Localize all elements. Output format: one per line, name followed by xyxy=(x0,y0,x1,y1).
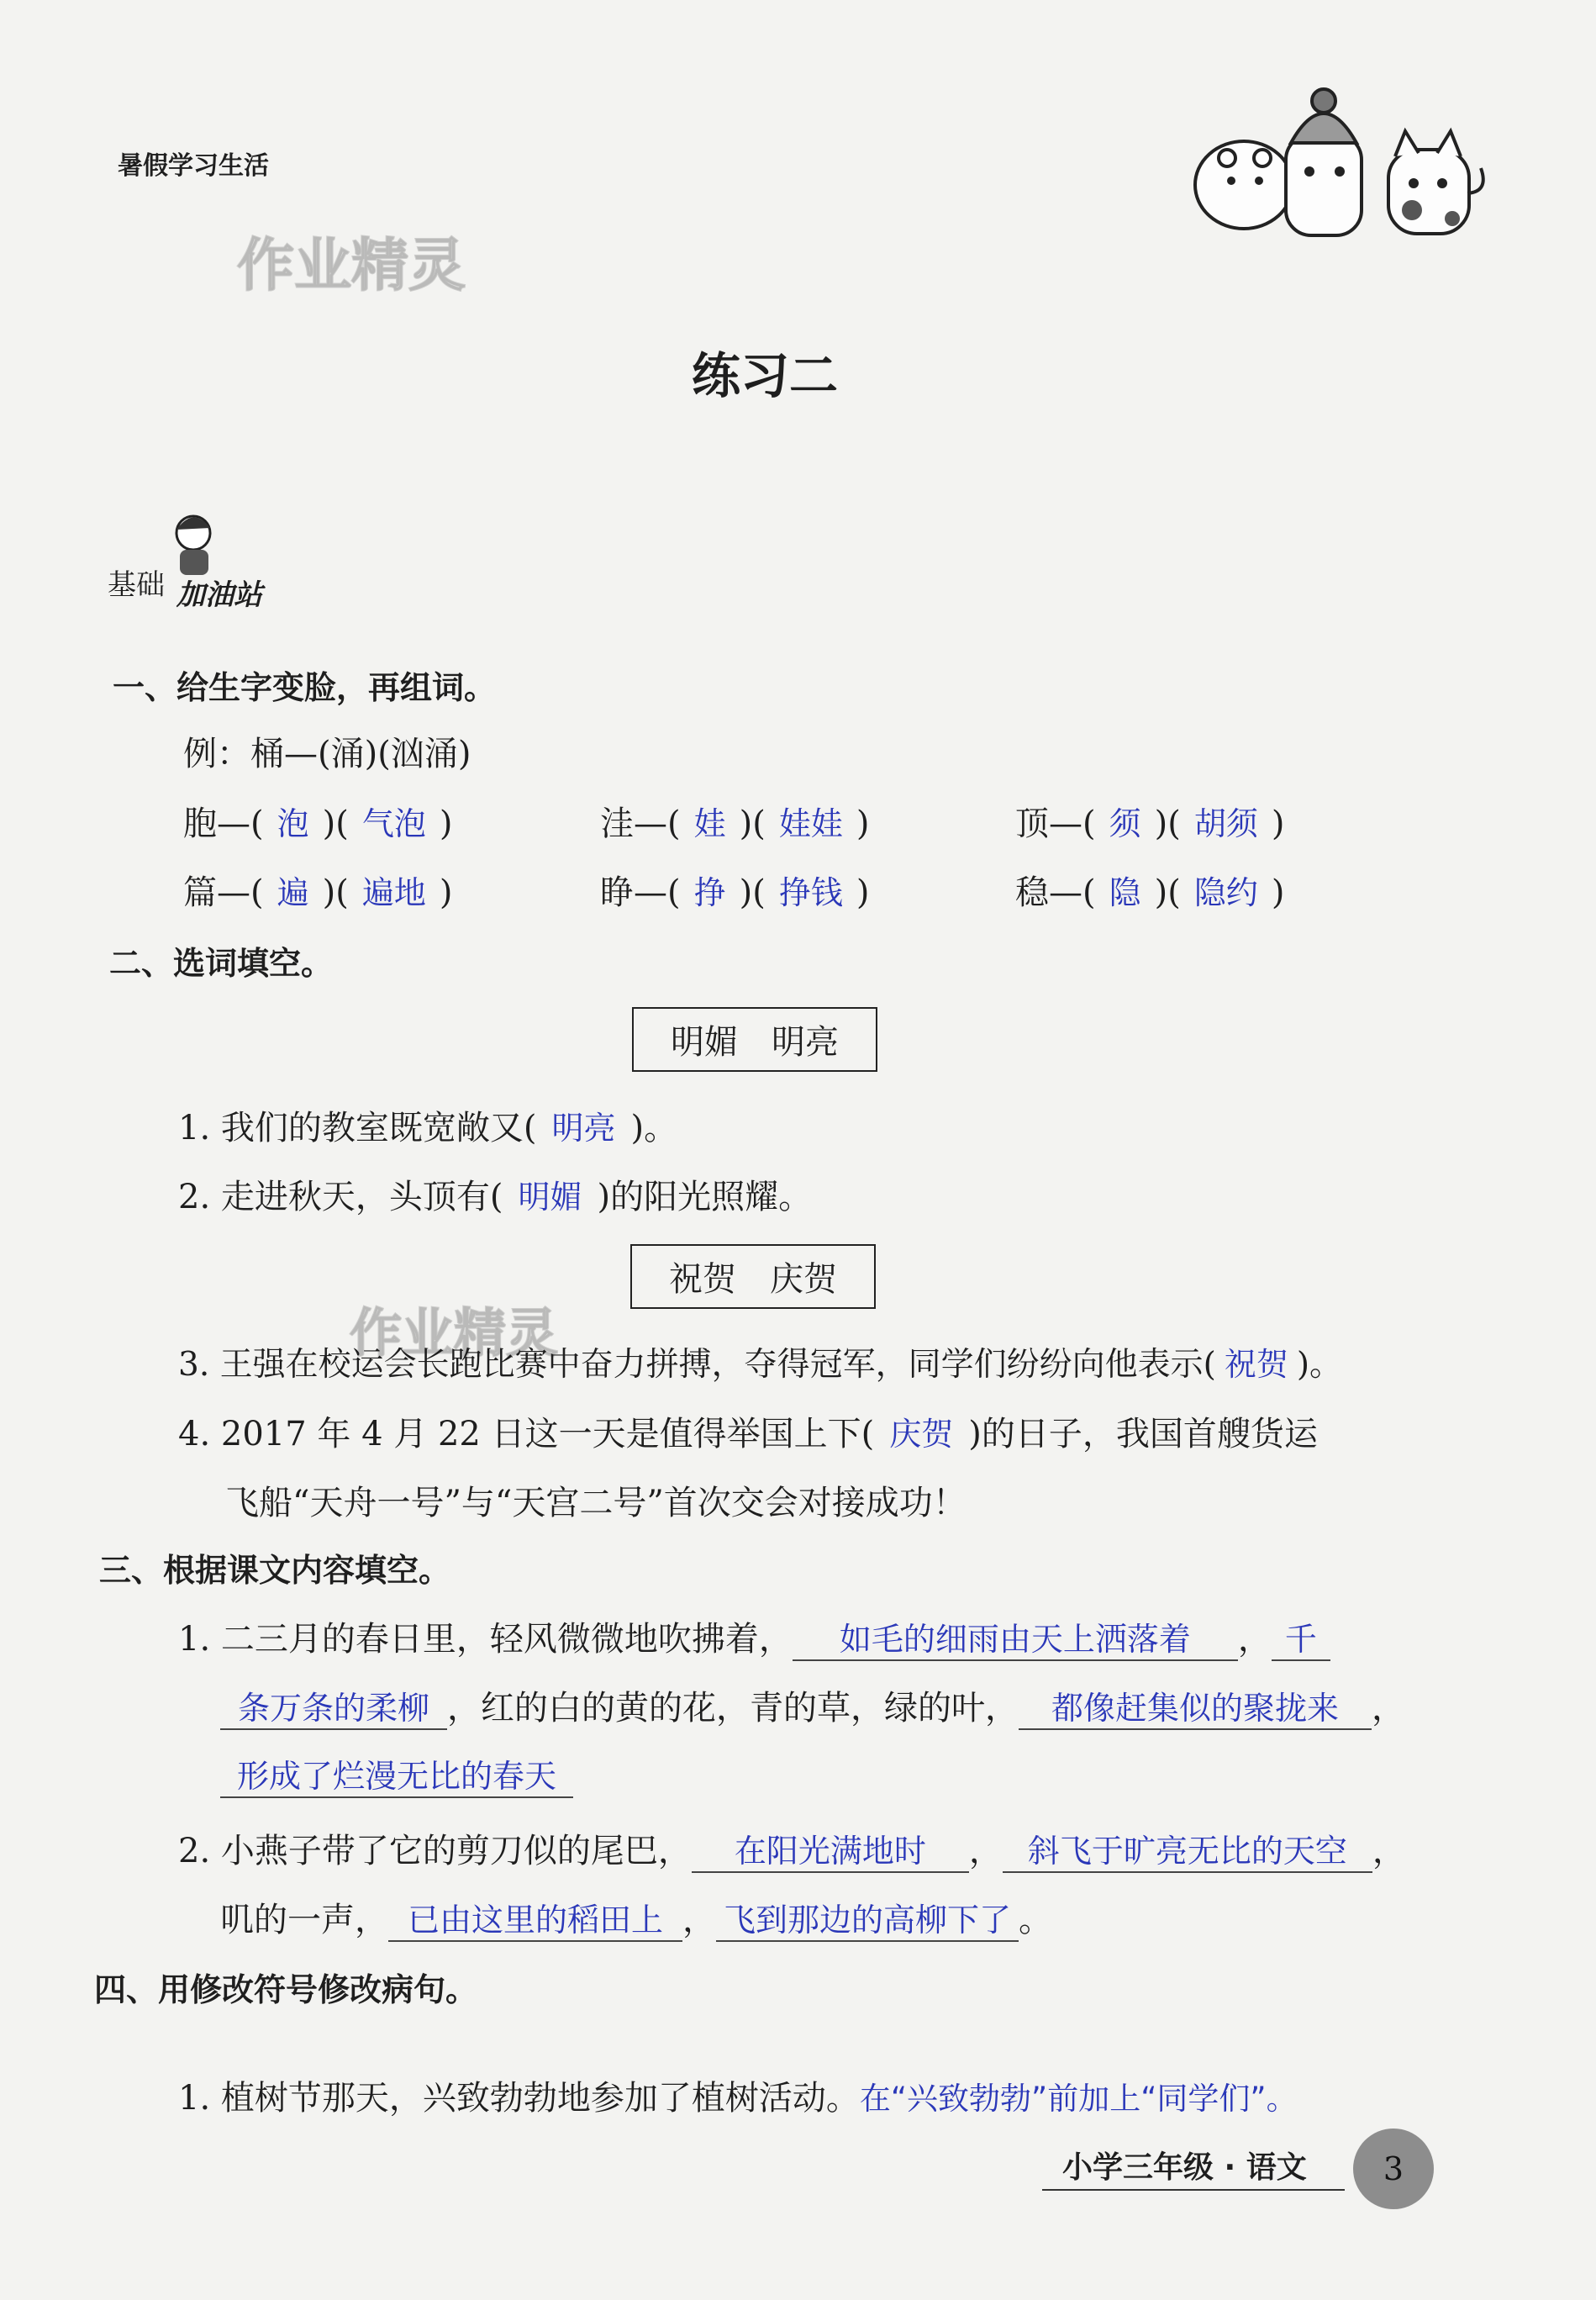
word-item: 洼—( 娃 )( 娃娃 ) xyxy=(600,804,870,843)
student-mascot-icon xyxy=(166,511,225,578)
fill-question-4-line2: 飞船“天舟一号”与“天宫二号”首次交会对接成功！ xyxy=(225,1484,967,1522)
section1-example: 例：桶—(涌)(汹涌) xyxy=(183,735,471,773)
footer-grade-subject: 小学三年级 · 语文 xyxy=(1062,2150,1307,2185)
word-item: 睁—( 挣 )( 挣钱 ) xyxy=(600,873,870,912)
recite-question-2-line2: 叽的一声， 已由这里的稻田上 ， 飞到那边的高柳下了 。 xyxy=(220,1893,1052,1942)
word-choice: 明媚 xyxy=(671,1023,738,1062)
word-item: 稳—( 隐 )( 隐约 ) xyxy=(1015,873,1285,912)
revise-question-1: 1. 植树节那天，兴致勃勃地参加了植树活动。在“兴致勃勃”前加上“同学们”。 xyxy=(178,2079,1298,2118)
page-number: 3 xyxy=(1353,2129,1434,2209)
word-item: 篇—( 遍 )( 遍地 ) xyxy=(183,873,453,912)
recite-question-2-line1: 2. 小燕子带了它的剪刀似的尾巴， 在阳光满地时 ， 斜飞于旷亮无比的天空 ， xyxy=(178,1824,1406,1873)
word-choice: 祝贺 xyxy=(669,1260,736,1299)
word-item: 顶—( 须 )( 胡须 ) xyxy=(1015,804,1285,843)
watermark: 作业精灵 xyxy=(350,1302,559,1364)
badge-label-basic: 基础 xyxy=(108,568,165,602)
footer-divider xyxy=(1042,2189,1345,2191)
section3-heading: 三、根据课文内容填空。 xyxy=(99,1552,451,1589)
word-item: 胞—( 泡 )( 气泡 ) xyxy=(183,804,453,843)
section1-heading: 一、给生字变脸，再组词。 xyxy=(113,669,497,706)
recite-question-1-line1: 1. 二三月的春日里，轻风微微地吹拂着， 如毛的细雨由天上洒落着 ， 千 xyxy=(178,1612,1330,1661)
section4-heading: 四、用修改符号修改病句。 xyxy=(94,1971,478,2008)
recite-question-1-line2: 条万条的柔柳 ，红的白的黄的花，青的草，绿的叶， 都像赶集似的聚拢来 ， xyxy=(220,1681,1405,1730)
fill-question-4: 4. 2017 年 4 月 22 日这一天是值得举国上下( 庆贺 )的日子，我国首艘货运 xyxy=(178,1415,1318,1453)
book-title: 暑假学习生活 xyxy=(118,151,269,181)
fill-question-2: 2. 走进秋天，头顶有( 明媚 )的阳光照耀。 xyxy=(178,1178,813,1216)
word-choice: 庆贺 xyxy=(770,1260,837,1299)
cats-illustration-icon xyxy=(1185,84,1488,244)
recite-question-1-line3: 形成了烂漫无比的春天 xyxy=(220,1750,573,1798)
page-title: 练习二 xyxy=(691,347,838,404)
word-choice-box xyxy=(632,1007,877,1072)
section2-heading: 二、选词填空。 xyxy=(109,945,334,982)
word-choice: 明亮 xyxy=(772,1023,839,1062)
fill-question-3: 3. 王强在校运会长跑比赛中奋力拼搏，夺得冠军，同学们纷纷向他表示( 祝贺 )。 xyxy=(178,1346,1343,1384)
badge-label-station: 加油站 xyxy=(176,578,262,612)
fill-question-1: 1. 我们的教室既宽敞又( 明亮 )。 xyxy=(178,1109,678,1147)
watermark: 作业精灵 xyxy=(237,233,466,299)
word-choice-box xyxy=(630,1244,876,1309)
